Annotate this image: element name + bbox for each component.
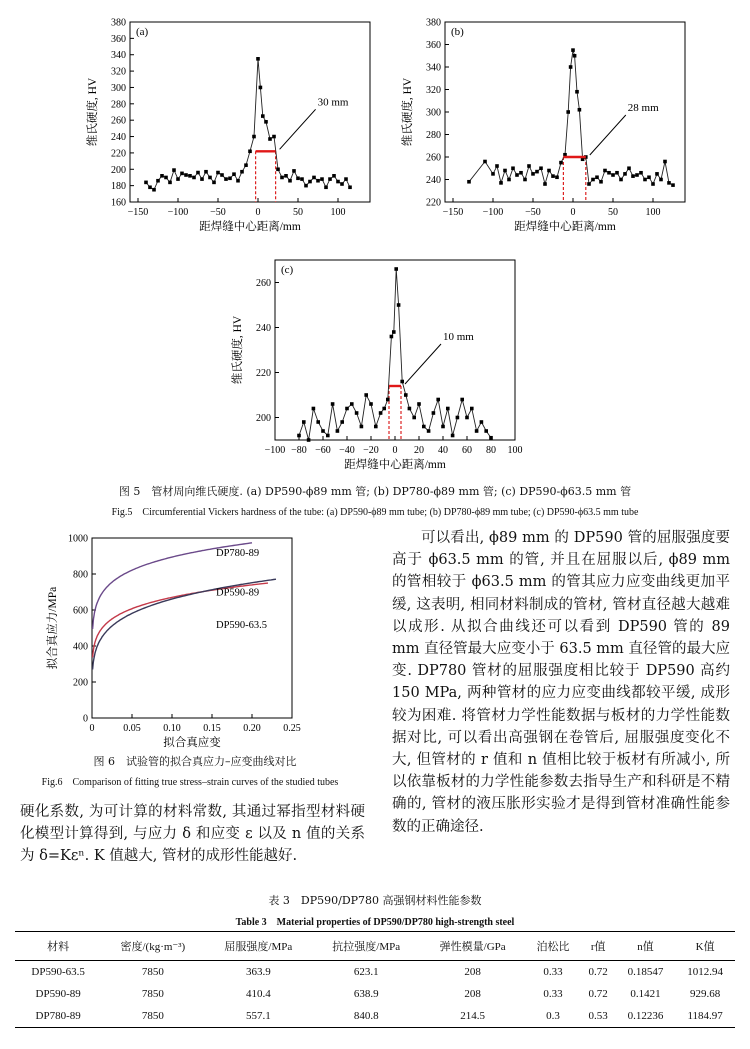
data-point [465, 416, 469, 420]
data-point [326, 434, 330, 438]
x-tick-label: 60 [462, 445, 472, 456]
x-axis-label: 距焊缝中心距离/mm [199, 221, 301, 233]
paragraph: 硬化系数, 为可计算的材料常数, 其通过幂指型材料硬化模型计算得到, 与应力 δ 和应变 ε 以及 n 值的关系为 δ=Kεⁿ. K 值越大, 管材的成形性能越好. [20, 804, 365, 865]
data-point [467, 180, 471, 184]
table-cell: 0.53 [581, 1005, 616, 1028]
table-header-cell: 材料 [15, 932, 101, 961]
series-label-dp590-89: DP590-89 [216, 587, 260, 599]
y-tick-label: 800 [73, 569, 88, 581]
data-point [348, 185, 352, 189]
data-point [264, 120, 268, 124]
data-point [390, 335, 394, 339]
table-cell: 0.18547 [627, 966, 664, 978]
table-cell: 0.12236 [616, 1005, 676, 1028]
data-point [379, 411, 383, 415]
y-tick-label: 380 [426, 17, 441, 29]
data-point [240, 170, 244, 174]
y-tick-label: 280 [111, 99, 126, 111]
chart-5a [70, 10, 390, 240]
data-point [491, 172, 495, 176]
data-point [655, 172, 659, 176]
x-tick-label: 80 [486, 445, 496, 456]
data-point [192, 176, 196, 180]
table-cell: 208 [464, 988, 481, 1000]
data-point [156, 179, 160, 183]
panel-label: (a) [136, 26, 149, 38]
fig5-caption-en: Fig.5 Circumferential Vickers hardness of the tube: (a) DP590-ϕ89 mm tube; (b) DP780-ϕ89 mm tube; (c) DP590-ϕ63.5 mm tube [111, 507, 639, 518]
data-point [483, 160, 487, 164]
panel-label: (c) [281, 264, 294, 276]
table-header-cell: r值 [581, 932, 616, 961]
y-axis-label: 维氏硬度, HV [87, 77, 99, 147]
data-point [184, 173, 188, 177]
data-point [204, 170, 208, 174]
annotation-arrow [280, 109, 316, 149]
y-tick-label: 240 [256, 323, 271, 334]
data-point [224, 177, 228, 181]
table3-caption-en: Table 3 Material properties of DP590/DP780 high-strength steel [235, 917, 515, 928]
hardness-line [469, 50, 673, 185]
data-point [547, 169, 551, 173]
data-point [144, 181, 148, 185]
x-tick-label: −150 [442, 207, 464, 218]
table-header-cell: 抗拉强度/MPa [312, 932, 420, 961]
x-tick-label: 100 [645, 207, 661, 218]
data-point [208, 176, 212, 180]
data-point [599, 180, 603, 184]
data-point [408, 407, 412, 411]
x-tick-label: −50 [210, 207, 226, 218]
table3-caption-cn: 表 3 DP590/DP780 高强钢材料性能参数 [268, 894, 482, 907]
y-tick-label: 0 [83, 713, 88, 725]
y-tick-label: 260 [426, 152, 441, 164]
table-header-cell: 密度/(kg·m⁻³) [101, 932, 204, 961]
x-tick-label: −60 [315, 445, 331, 456]
table-cell: 1012.94 [687, 966, 723, 978]
table-cell: 0.72 [588, 966, 608, 978]
x-tick-label: 0 [392, 445, 398, 456]
x-axis-label: 距焊缝中心距离/mm [514, 221, 616, 233]
data-point [259, 86, 263, 90]
annotation-label: 28 mm [627, 102, 659, 114]
data-point [321, 429, 325, 433]
data-point [555, 175, 559, 179]
chart-5c [215, 248, 535, 478]
data-point [499, 181, 503, 185]
data-point [647, 175, 651, 179]
x-tick-label: 0 [255, 207, 261, 218]
table-header-cell: K值 [675, 932, 735, 961]
data-point [397, 303, 401, 307]
data-point [539, 166, 543, 170]
data-point [369, 402, 373, 406]
table-cell: 0.72 [588, 988, 608, 1000]
data-point [523, 178, 527, 182]
y-tick-label: 340 [111, 50, 126, 62]
data-point [595, 175, 599, 179]
data-point [480, 420, 484, 424]
data-point [236, 179, 240, 183]
y-tick-label: 300 [426, 107, 441, 119]
x-tick-label: 0.15 [203, 723, 221, 734]
data-point [422, 425, 426, 429]
fig6-caption-cn: 图 6 试验管的拟合真应力–应变曲线对比 [93, 755, 297, 768]
data-point [460, 398, 464, 402]
x-tick-label: 0.20 [243, 723, 261, 734]
data-point [578, 108, 582, 112]
x-tick-label: 0 [570, 207, 576, 218]
x-tick-label: 0.25 [283, 723, 301, 734]
data-point [503, 169, 507, 173]
data-point [336, 180, 340, 184]
x-tick-label: 0.10 [163, 723, 181, 734]
table-cell: DP590-63.5 [31, 966, 85, 978]
data-point [216, 171, 220, 175]
y-tick-label: 220 [256, 368, 271, 379]
data-point [573, 54, 577, 58]
x-tick-label: −100 [167, 207, 189, 218]
table-row [15, 1005, 735, 1028]
data-point [659, 178, 663, 182]
table-cell: 214.5 [420, 1005, 525, 1028]
x-tick-label: −20 [363, 445, 379, 456]
x-tick-label: 20 [414, 445, 424, 456]
data-point [232, 172, 236, 176]
data-point [304, 184, 308, 188]
data-point [152, 188, 156, 192]
y-tick-label: 360 [426, 40, 441, 51]
fig6-caption-en: Fig.6 Comparison of fitting true stress–strain curves of the studied tubes [41, 777, 339, 788]
data-point [527, 164, 531, 168]
data-point [436, 398, 440, 402]
x-tick-label: −50 [525, 207, 541, 218]
data-point [272, 135, 276, 139]
data-point [248, 149, 252, 153]
data-point [392, 330, 396, 334]
data-point [280, 176, 284, 180]
data-point [587, 182, 591, 186]
table-cell: 623.1 [353, 966, 379, 978]
table-cell: 929.68 [690, 988, 721, 1000]
data-point [643, 178, 647, 182]
data-point [297, 434, 301, 438]
annotation-arrow [405, 344, 441, 384]
data-point [220, 173, 224, 177]
data-point [623, 172, 627, 176]
data-point [639, 171, 643, 175]
data-point [441, 425, 445, 429]
table-cell: 7850 [101, 1005, 204, 1028]
data-point [400, 380, 404, 384]
data-point [611, 173, 615, 177]
data-point [307, 438, 311, 442]
data-point [446, 407, 450, 411]
y-tick-label: 180 [111, 181, 126, 193]
data-point [320, 177, 324, 181]
data-point [551, 174, 555, 178]
data-point [627, 166, 631, 170]
x-tick-label: 100 [507, 445, 523, 456]
table-header-cell: 泊松比 [525, 932, 581, 961]
y-axis-label: 维氏硬度, HV [402, 77, 414, 147]
data-point [566, 110, 570, 114]
y-tick-label: 320 [111, 66, 126, 78]
data-point [559, 161, 563, 165]
table-cell: 7850 [141, 988, 164, 1000]
table-cell: 840.8 [312, 1005, 420, 1028]
plot-frame [275, 260, 515, 440]
data-point [671, 183, 675, 187]
data-point [427, 429, 431, 433]
y-tick-label: 380 [111, 17, 126, 29]
data-point [344, 177, 348, 181]
table-header-cell: 弹性模量/GPa [420, 932, 525, 961]
data-point [176, 177, 180, 181]
fig5-caption-cn: 图 5 管材周向维氏硬度. (a) DP590-ϕ89 mm 管; (b) DP780-ϕ89 mm 管; (c) DP590-ϕ63.5 mm 管 [118, 485, 632, 498]
data-point [571, 48, 575, 52]
data-point [355, 411, 359, 415]
y-tick-label: 260 [256, 278, 271, 289]
data-point [382, 407, 386, 411]
data-point [451, 434, 455, 438]
data-point [196, 171, 200, 175]
table-cell: DP590-89 [35, 988, 81, 1000]
data-point [180, 172, 184, 176]
data-point [667, 181, 671, 185]
y-tick-label: 240 [426, 175, 441, 186]
hardness-line [146, 59, 350, 190]
data-point [607, 171, 611, 175]
data-point [316, 420, 320, 424]
data-point [212, 181, 216, 185]
x-tick-label: −100 [264, 445, 286, 456]
data-point [475, 429, 479, 433]
table-cell: 7850 [141, 966, 164, 978]
y-tick-label: 300 [111, 82, 126, 94]
table-cell: 1184.97 [675, 1005, 735, 1028]
data-point [300, 177, 304, 181]
table-cell: 208 [464, 966, 481, 978]
data-point [340, 182, 344, 186]
data-point [332, 174, 336, 178]
y-tick-label: 1000 [68, 533, 88, 545]
chart-6-stress-strain [40, 530, 360, 750]
data-point [324, 185, 328, 189]
data-point [261, 114, 265, 118]
data-point [316, 179, 320, 183]
y-tick-label: 220 [111, 148, 126, 160]
series-label-dp780-89: DP780-89 [216, 548, 260, 559]
data-point [404, 393, 408, 397]
data-point [244, 163, 248, 167]
y-tick-label: 600 [73, 605, 88, 617]
data-point [386, 398, 390, 402]
data-point [340, 420, 344, 424]
x-tick-label: 50 [608, 207, 618, 218]
table-cell: 363.9 [245, 966, 271, 978]
y-tick-label: 200 [111, 164, 126, 176]
data-point [417, 402, 421, 406]
annotation-label: 10 mm [443, 331, 474, 343]
data-point [543, 182, 547, 186]
data-point [308, 180, 312, 184]
data-point [489, 436, 493, 440]
data-point [268, 137, 272, 141]
table-header-cell: n值 [616, 932, 676, 961]
y-tick-label: 400 [73, 641, 88, 653]
data-point [160, 174, 164, 178]
data-point [345, 407, 349, 411]
hardness-line [299, 269, 491, 440]
data-point [374, 425, 378, 429]
data-point [432, 411, 436, 415]
data-point [188, 174, 192, 178]
body-text-right [392, 527, 730, 838]
body-text-left [20, 801, 365, 868]
data-point [651, 182, 655, 186]
table-cell: 0.1421 [630, 988, 661, 1000]
data-point [535, 170, 539, 174]
y-tick-label: 280 [426, 130, 441, 141]
data-point [360, 425, 364, 429]
y-tick-label: 340 [426, 62, 441, 74]
data-point [575, 90, 579, 94]
data-point [256, 57, 260, 61]
data-point [172, 168, 176, 172]
y-tick-label: 240 [111, 132, 126, 144]
table-cell: 0.33 [543, 966, 563, 978]
series-label-dp590-63-5: DP590-63.5 [216, 620, 268, 631]
data-point [531, 172, 535, 176]
data-point [276, 167, 280, 171]
data-point [412, 416, 416, 420]
data-point [164, 176, 168, 180]
x-tick-label: −150 [127, 207, 149, 218]
data-point [252, 135, 256, 139]
data-point [631, 174, 635, 178]
table-cell: 557.1 [204, 1005, 312, 1028]
data-point [495, 164, 499, 168]
data-point [312, 407, 316, 411]
panel-label: (b) [451, 26, 464, 38]
y-tick-label: 260 [111, 115, 126, 127]
data-point [228, 176, 232, 180]
table-row [15, 961, 735, 984]
x-tick-label: −80 [291, 445, 307, 456]
table-cell: 638.9 [353, 988, 379, 1000]
data-point [515, 173, 519, 177]
table-cell: 410.4 [245, 988, 271, 1000]
x-tick-label: 100 [330, 207, 346, 218]
y-tick-label: 160 [111, 197, 126, 209]
data-point [663, 160, 667, 164]
data-point [336, 429, 340, 433]
y-tick-label: 320 [426, 85, 441, 96]
data-point [456, 416, 460, 420]
table-row [15, 983, 735, 1005]
data-point [470, 407, 474, 411]
data-point [619, 178, 623, 182]
data-point [168, 181, 172, 185]
y-tick-label: 360 [111, 33, 126, 45]
x-axis-label: 拟合真应变 [163, 737, 221, 749]
x-tick-label: −100 [482, 207, 504, 218]
y-tick-label: 200 [256, 413, 271, 424]
table-cell: DP780-89 [15, 1005, 101, 1028]
table-header-cell: 屈服强度/MPa [204, 932, 312, 961]
chart-5b [385, 10, 705, 240]
y-tick-label: 220 [426, 197, 441, 209]
data-point [615, 171, 619, 175]
data-point [507, 178, 511, 182]
data-point [296, 176, 300, 180]
y-axis-label: 维氏硬度, HV [232, 315, 244, 385]
table-cell: 0.3 [525, 1005, 581, 1028]
x-tick-label: 0.05 [123, 723, 141, 734]
data-point [364, 393, 368, 397]
data-point [519, 171, 523, 175]
data-point [302, 420, 306, 424]
x-tick-label: 50 [293, 207, 303, 218]
y-axis-label: 拟合真应力/MPa [47, 586, 59, 670]
data-point [603, 169, 607, 173]
paragraph: 可以看出, ϕ89 mm 的 DP590 管的屈服强度要高于 ϕ63.5 mm 的管, 并且在屈服以后, ϕ89 mm 的管相较于 ϕ63.5 mm 的管其应力应变曲线更加平缓, 这表明, 相同材料制成的管材, 管材直径越大越难以成形. 从拟合曲线还可以看到 DP590 管的 89 mm 直径管最大应变小于 63.5 mm 直径管的最大应变. DP780 管材的屈服强度相比较于 DP590 高约 150 MPa, 两种管材的应力应变曲线都较平缓, 成形较为困难. 将管材力学性能数据与板材的力学性能数据对比, 可以看出高强钢在卷管后, 屈服强度变化不大, 但管材的 r 值和 n 值相比较于板材有所减小, 所以依靠板材的力学性能参数去指导生产和科研是不精确的, 管材的液压胀形实验才是得到管材准确性能参数的正确途径. [392, 530, 730, 835]
data-point [292, 169, 296, 173]
x-tick-label: −40 [339, 445, 355, 456]
data-point [288, 179, 292, 183]
x-axis-label: 距焊缝中心距离/mm [344, 459, 446, 471]
data-point [328, 177, 332, 181]
data-point [569, 65, 573, 69]
y-tick-label: 200 [73, 677, 88, 689]
data-point [394, 267, 398, 271]
data-point [284, 174, 288, 178]
data-point [200, 177, 204, 181]
data-point [350, 402, 354, 406]
data-point [148, 185, 152, 189]
annotation-label: 30 mm [317, 96, 349, 109]
data-point [484, 429, 488, 433]
table-cell: 0.33 [543, 988, 563, 1000]
annotation-arrow [590, 115, 626, 155]
data-point [635, 173, 639, 177]
table3 [15, 931, 735, 1028]
data-point [511, 166, 515, 170]
data-point [331, 402, 335, 406]
x-tick-label: 40 [438, 445, 448, 456]
x-tick-label: 0 [89, 723, 95, 734]
data-point [312, 176, 316, 180]
data-point [591, 178, 595, 182]
